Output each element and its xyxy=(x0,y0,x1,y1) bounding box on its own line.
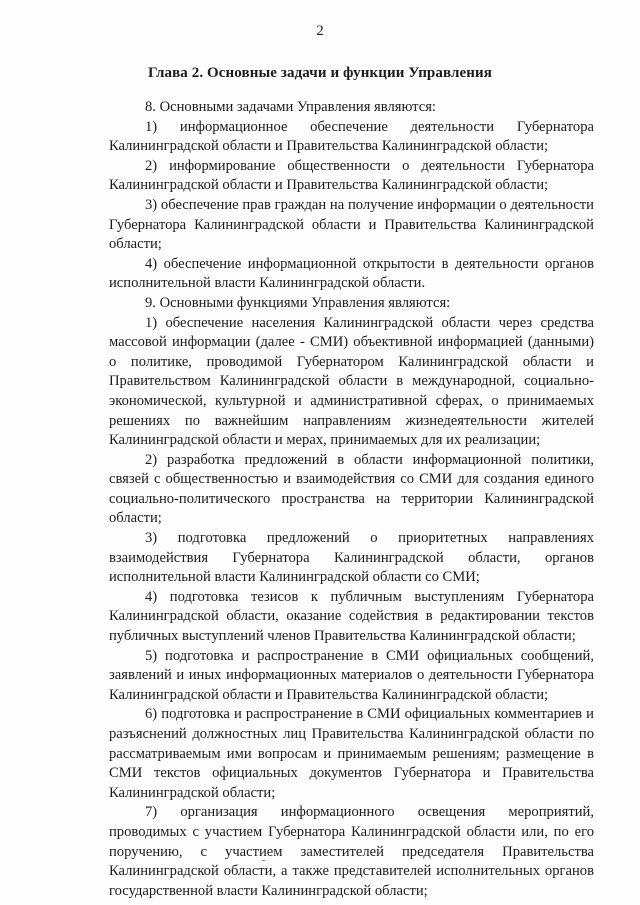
chapter-heading: Глава 2. Основные задачи и функции Управления xyxy=(148,65,492,81)
paragraph-function-3: 3) подготовка предложений о приоритетных направлениях взаимодействия Губернатора Калининградской области, органов исполнительной власти Калининградской области со СМИ; xyxy=(109,530,594,586)
paragraph-task-2: 2) информирование общественности о деятельности Губернатора Калининградской области и Правительства Калининградской области; xyxy=(109,157,594,194)
paragraph-task-3: 3) обеспечение прав граждан на получение информации о деятельности Губернатора Калининградской области и Правительства Калининградской области; xyxy=(109,196,594,253)
paragraph-task-1: 1) информационное обеспечение деятельности Губернатора Калининградской области и Правительства Калининградской области; xyxy=(109,118,594,155)
paragraph-function-6: 6) подготовка и распространение в СМИ официальных комментариев и разъяснений должностных лиц Правительства Калининградской области по рассматриваемым ими вопросам и принимаемым решениям; размещение в СМИ текстов официальных документов Губернатора и Правительства Калининградской области; xyxy=(109,706,594,801)
paragraph-function-2: 2) разработка предложений в области информационной политики, связей с общественностью и взаимодействия со СМИ для создания единого социально-политического пространства на территории Калининградской области; xyxy=(109,451,594,527)
paragraph-function-5: 5) подготовка и распространение в СМИ официальных сообщений, заявлений и иных информационных материалов о деятельности Губернатора Калининградской области и Правительства Калининградской области; xyxy=(109,647,594,703)
scan-speck xyxy=(262,860,265,861)
document-body xyxy=(109,98,594,901)
paragraph-function-1: 1) обеспечение населения Калининградской области через средства массовой информации (далее - СМИ) объективной информацией (данными) о политике, проводимой Губернатором Калининградской области и Правительством Калининградской области в международной, социально-экономической, культурной и административной сферах, о принимаемых решениях по важнейшим направлениям жизнедеятельности жителей Калининградской области и мерах, принимаемых для их реализации; xyxy=(109,314,594,449)
paragraph-task-4: 4) обеспечение информационной открытости в деятельности органов исполнительной власти Калининградской области. xyxy=(109,255,594,292)
paragraph-tasks-intro: 8. Основными задачами Управления являются: xyxy=(145,99,436,115)
paragraph-functions-intro: 9. Основными функциями Управления являются: xyxy=(145,294,451,311)
paragraph-function-4: 4) подготовка тезисов к публичным выступлениям Губернатора Калининградской области, оказание содействия в редактировании текстов публичных выступлений членов Правительства Калининградской области; xyxy=(109,588,594,645)
page-number: 2 xyxy=(316,23,324,39)
paragraph-function-7: 7) организация информационного освещения мероприятий, проводимых с участием Губернатора Калининградской области или, по его поручению, с участием заместителей председателя Правительства Калининградской области, а также представителей исполнительных органов государственной власти Калининградской области; xyxy=(109,804,594,899)
